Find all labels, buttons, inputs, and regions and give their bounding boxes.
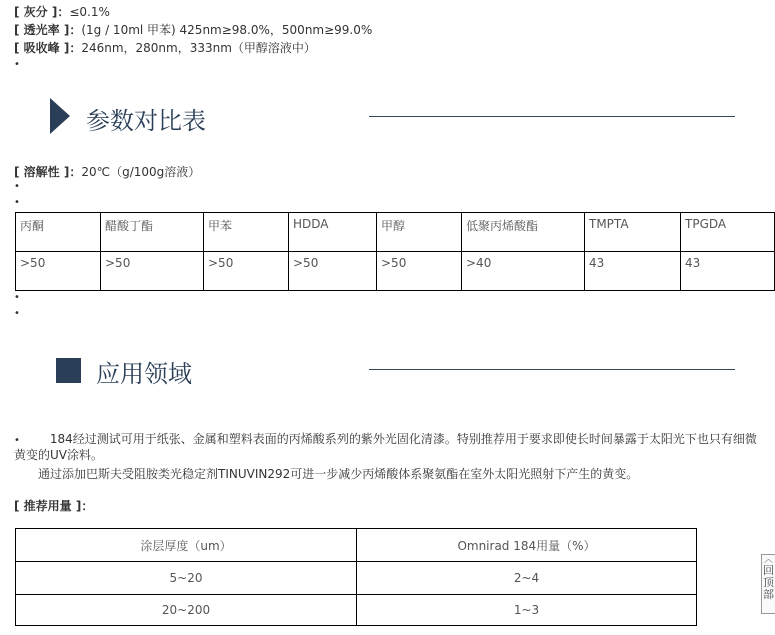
prop-label: [ 透光率 ]： <box>14 23 82 37</box>
prop-label: [ 吸收峰 ]： <box>14 41 82 55</box>
prop-transmittance <box>14 22 372 38</box>
table-cell: >40 <box>462 252 585 291</box>
table-cell: 20~200 <box>16 595 357 626</box>
triangle-icon <box>50 98 70 134</box>
square-icon <box>56 358 81 383</box>
chevron-up-icon: ︿ <box>763 555 773 565</box>
back-to-top-label: 回顶部 <box>763 564 774 601</box>
section-divider <box>369 116 735 117</box>
app-paragraph-1-cont: 黄变的UV涂料。 <box>14 448 103 462</box>
prop-value: (1g / 10ml 甲苯) 425nm≥98.0%，500nm≥99.0% <box>81 23 373 37</box>
table-row <box>16 562 697 595</box>
dosage-label: [ 推荐用量 ]： <box>14 499 94 513</box>
bullet-icon: • <box>14 181 20 192</box>
table-cell: >50 <box>377 252 462 291</box>
table-header-cell: Omnirad 184用量（%） <box>357 529 697 562</box>
table-cell: 1~3 <box>357 595 697 626</box>
bullet-icon: • <box>14 292 20 303</box>
prop-value: ≤0.1% <box>69 5 110 19</box>
table-header-cell: 甲醇 <box>377 213 462 252</box>
prop-absorption <box>14 40 316 56</box>
app-paragraph-2: 通过添加巴斯夫受阻胺类光稳定剂TINUVIN292可进一步减少丙烯酸体系聚氨酯在室外太阳光照射下产生的黄变。 <box>38 467 639 481</box>
section-title-params: 参数对比表 <box>86 107 206 135</box>
dosage-table <box>15 528 697 626</box>
section-divider <box>369 369 735 370</box>
bullet-icon: • <box>14 308 20 319</box>
solubility-value: 20℃（g/100g溶液） <box>81 165 201 179</box>
solubility-table <box>15 212 775 291</box>
bullet-icon: • <box>14 435 20 446</box>
table-row <box>16 252 775 291</box>
app-paragraph-1 <box>14 431 757 449</box>
table-header-cell: TPGDA <box>681 213 775 252</box>
table-header-cell: HDDA <box>289 213 377 252</box>
table-row <box>16 213 775 252</box>
solubility-line <box>14 164 200 180</box>
table-cell: >50 <box>289 252 377 291</box>
table-row <box>16 529 697 562</box>
table-cell: >50 <box>101 252 204 291</box>
table-cell: 43 <box>681 252 775 291</box>
app-text: 184经过测试可用于纸张、金属和塑料表面的丙烯酸系列的紫外光固化清漆。特别推荐用于要求即使长时间暴露于太阳光下也只有细微 <box>49 432 757 446</box>
back-to-top-button[interactable] <box>761 554 775 614</box>
table-header-cell: 丙酮 <box>16 213 101 252</box>
table-cell: 5~20 <box>16 562 357 595</box>
table-header-cell: 低聚丙烯酸酯 <box>462 213 585 252</box>
table-header-cell: 甲苯 <box>204 213 289 252</box>
prop-label: [ 灰分 ]： <box>14 5 70 19</box>
bullet-icon: • <box>14 197 20 208</box>
solubility-label: [ 溶解性 ]： <box>14 165 82 179</box>
table-cell: 2~4 <box>357 562 697 595</box>
table-cell: >50 <box>204 252 289 291</box>
table-header-cell: 涂层厚度（um） <box>16 529 357 562</box>
table-row <box>16 595 697 626</box>
table-cell: 43 <box>585 252 681 291</box>
table-header-cell: TMPTA <box>585 213 681 252</box>
table-header-cell: 醋酸丁酯 <box>101 213 204 252</box>
table-cell: >50 <box>16 252 101 291</box>
bullet-icon: • <box>14 59 20 70</box>
prop-value: 246nm，280nm，333nm（甲醇溶液中） <box>81 41 316 55</box>
prop-ash <box>14 4 110 20</box>
section-title-applications: 应用领域 <box>96 360 192 388</box>
